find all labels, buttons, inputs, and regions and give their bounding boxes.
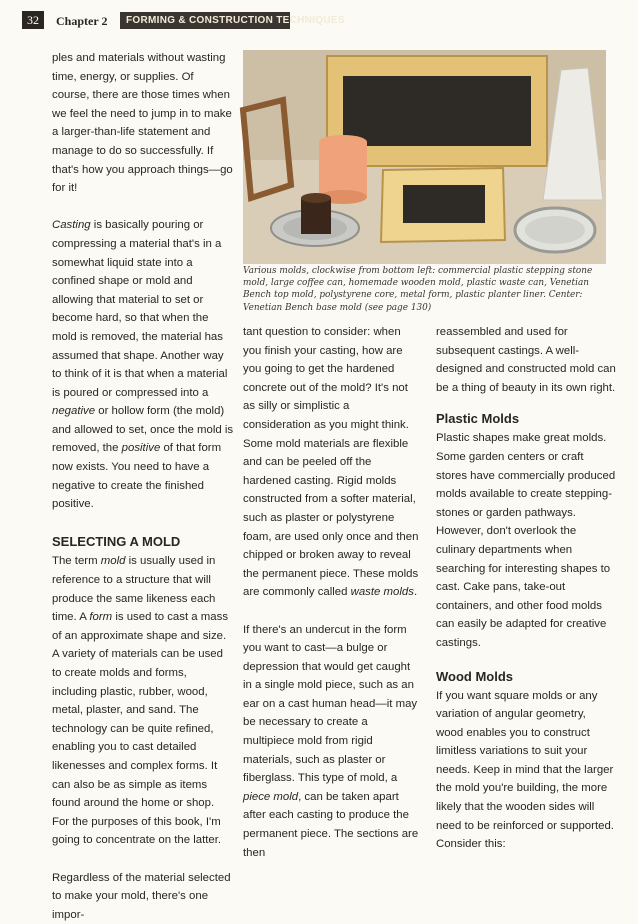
molds-photo	[243, 50, 606, 264]
section-heading-wood: Wood Molds	[436, 668, 514, 684]
term-positive: positive	[121, 442, 161, 455]
column-1	[52, 49, 234, 924]
section-heading: SELECTING A MOLD	[52, 534, 181, 550]
photo-caption: Various molds, clockwise from bottom left: commercial plastic stepping stone mold, large coffee can, homemade wooden mold, plastic waste can, Venetian Bench top mold, polystyrene core, metal form, plastic planter liner. Center: Venetian Bench base mold (see page 130)	[243, 266, 593, 313]
term-piece-mold: piece mold	[243, 790, 299, 803]
paragraph: ples and materials without wasting time, energy, or supplies. Of course, there are those times when we feel the need to jump in to make a larger-than-life statement and manage to do so successfully. If that's how you approach things—go for it!	[52, 52, 233, 195]
term-form: form	[89, 611, 113, 624]
term-mold: mold	[100, 555, 126, 568]
paragraph: Regardless of the material selected to make your mold, there's one impor-	[52, 871, 231, 921]
paragraph: tant question to consider: when you finish your casting, how are you going to get the hardened concrete out of the mold? It's not as silly or simplistic a consideration as you might think. Some mold materials are flexible and can be peeled off the hardened casting. Rigid molds constructed from a softer material, such as plaster or polystyrene foam, are used only once and then chipped or broken away to reveal the permanent piece. These molds are commonly called waste molds.	[243, 326, 419, 599]
paragraph: reassembled and used for subsequent castings. A well-designed and constructed mold can be a thing of beauty in its own right.	[436, 326, 616, 394]
paragraph: If there's an undercut in the form you want to cast—a bulge or depression that would get caught in a single mold piece, such as an ear on a cast human head—it may be necessary to create a multipiece mold from rigid materials, such as plaster or fiberglass. This type of mold, a piece mold, can be taken apart after each casting to produce the permanent piece. The sections are then	[243, 623, 419, 859]
page-header	[0, 0, 638, 30]
column-3	[436, 323, 616, 854]
paragraph: If you want square molds or any variation of angular geometry, wood enables you to construct limitless variations to suit your needs. Keep in mind that the larger the mold you're building, the more likely that the wooden sides will need to be reinforced or supported. Consider this:	[436, 689, 614, 851]
term-waste-molds: waste molds	[350, 586, 414, 599]
term-negative: negative	[52, 405, 96, 418]
chapter-title: FORMING & CONSTRUCTION TECHNIQUES	[120, 12, 290, 29]
term-casting: Casting	[52, 219, 91, 232]
paragraph-mold: The term mold is usually used in reference to a structure that will produce the same likeness each time. A form is used to cast a mass of an approximate shape and size. A variety of materials can be used to create molds and forms, including plastic, rubber, wood, metal, plaster, and sand. The technology can be quite refined, enabling you to cast detailed likenesses and complex forms. It can also be as simple as items found around the home or shop. For the purposes of this book, I'm going to concentrate on the latter.	[52, 555, 229, 847]
paragraph: Plastic shapes make great molds. Some garden centers or craft stores have commercially produced molds available to create stepping-stones or garden pathways. However, don't overlook the culinary departments when searching for interesting shapes to cast. Cake pans, take-out containers, and other food molds can easily be adapted for creative castings.	[436, 432, 616, 649]
page-number: 32	[22, 11, 44, 29]
column-2	[243, 323, 420, 862]
paragraph-casting: Casting is basically pouring or compressing a material that's in a somewhat liquid state into a confined shape or mold and allowing that material to set or become hard, so that when the mold is removed, the material has assumed that shape. Another way to think of it is that when a material is poured or compressed into a negative or hollow form (the mold) and allowed to set, once the mold is removed, the positive of that form now exists. You need to have a negative to create the finished positive.	[52, 219, 234, 511]
chapter-label: Chapter 2	[56, 14, 108, 28]
section-heading-plastic: Plastic Molds	[436, 411, 520, 427]
